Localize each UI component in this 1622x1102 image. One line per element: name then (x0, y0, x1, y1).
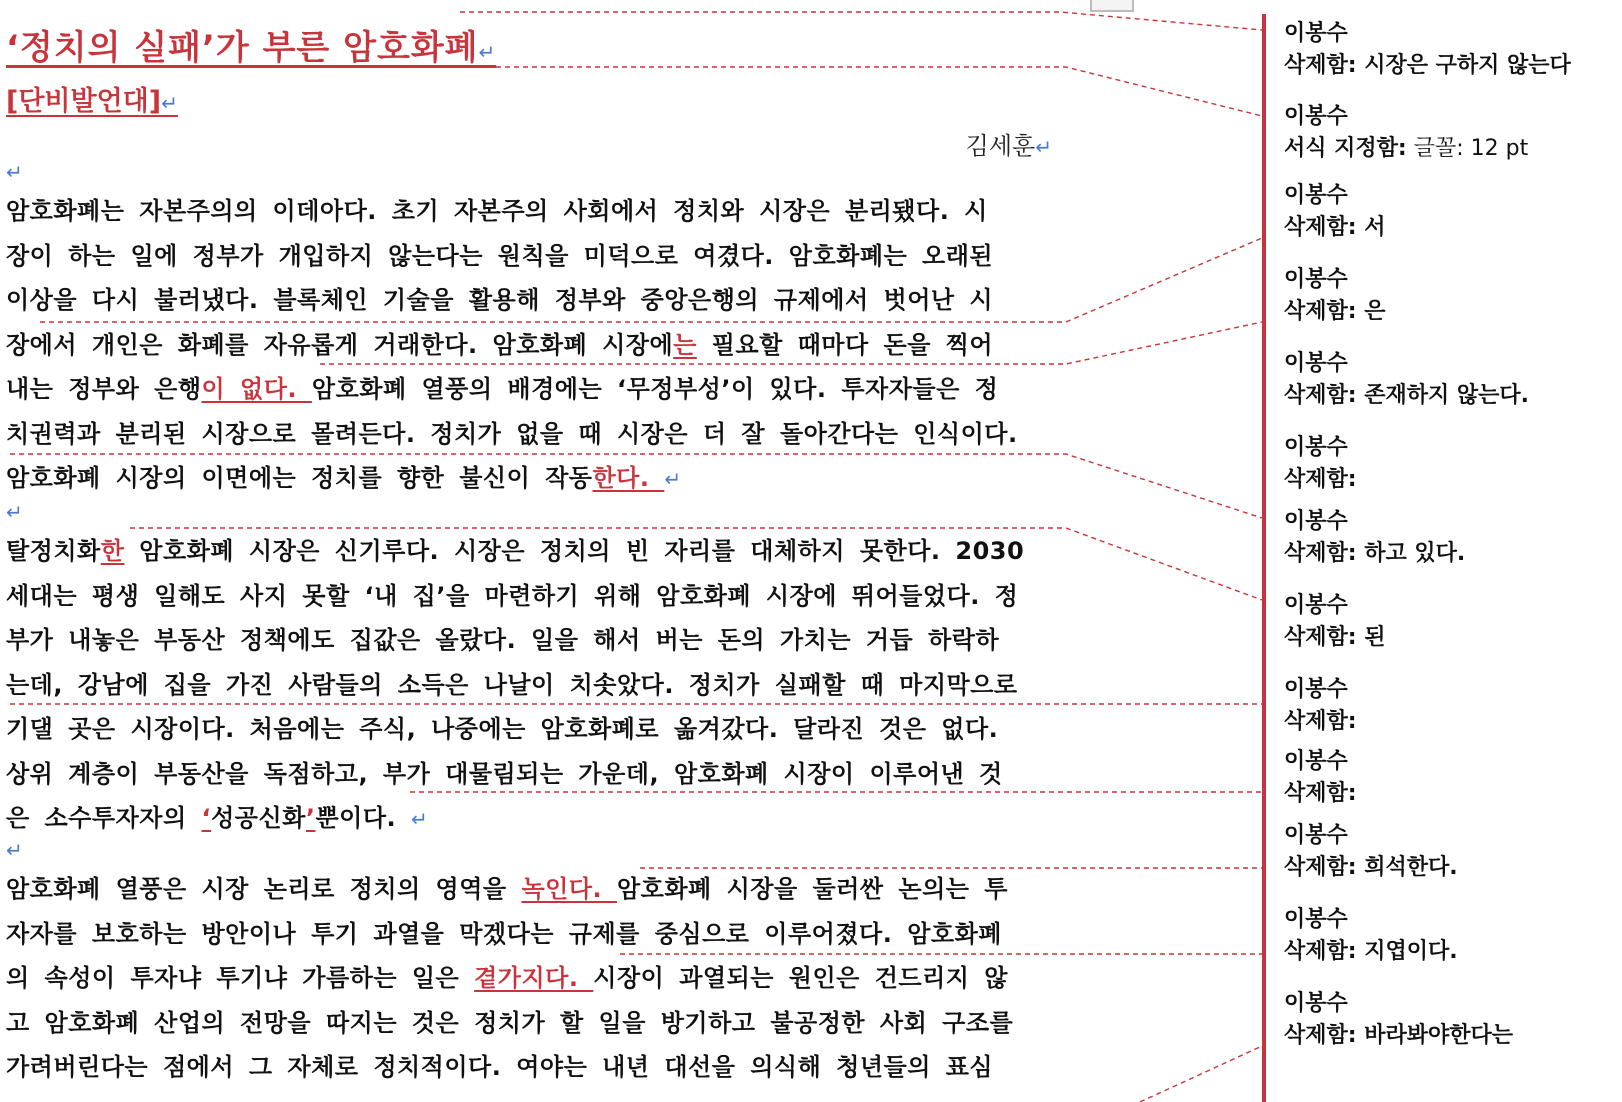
text-run[interactable]: 탈정치화 (6, 537, 101, 565)
paragraph-mark: ↵ (411, 807, 429, 831)
body-paragraph-1[interactable] (6, 189, 1096, 501)
text-line[interactable] (6, 956, 1096, 1001)
text-line[interactable] (6, 663, 1096, 708)
comment-margin-bar (1262, 14, 1266, 1102)
text-run[interactable]: 고 암호화폐 산업의 전망을 따지는 것은 정치가 할 일을 방기하고 불공정한 사회 구조를 (6, 1008, 1014, 1037)
text-run[interactable]: 의 속성이 투자냐 투기냐 가름하는 일은 (6, 964, 475, 992)
text-line[interactable] (6, 618, 1096, 663)
paragraph-mark: ↵ (1035, 135, 1052, 159)
revision-comment[interactable] (1284, 674, 1357, 738)
inserted-text[interactable]: 녹인다. (521, 875, 617, 903)
author-line[interactable] (966, 126, 1052, 161)
text-line[interactable] (6, 412, 1096, 457)
text-line[interactable] (6, 367, 1096, 412)
comment-action: 삭제함: (1284, 709, 1357, 734)
comment-action: 서식 지정함: (1284, 136, 1407, 161)
revision-comment[interactable] (1284, 264, 1385, 328)
revision-comment[interactable] (1284, 820, 1458, 884)
author-name[interactable]: 김세훈 (965, 132, 1036, 160)
comment-author: 이봉수 (1284, 677, 1348, 702)
body-paragraph-2[interactable] (6, 529, 1096, 841)
comment-action: 삭제함: (1284, 383, 1357, 408)
comment-detail: 서 (1356, 215, 1386, 240)
text-run[interactable]: 암호화폐 열풍은 시장 논리로 정치의 영역을 (6, 875, 522, 903)
empty-paragraph-mark: ↵ (6, 838, 23, 862)
comment-action: 삭제함: (1284, 541, 1357, 566)
text-line[interactable] (6, 234, 1096, 279)
title-text[interactable]: ‘정치의 실패’가 부른 암호화폐 (6, 28, 479, 68)
comment-author: 이봉수 (1284, 183, 1348, 208)
text-run[interactable]: 세대는 평생 일해도 사지 못할 ‘내 집’을 마련하기 위해 암호화폐 시장에 뛰어들었다. 정 (6, 581, 1019, 610)
inserted-text[interactable]: 는 (673, 330, 697, 359)
empty-paragraph-mark: ↵ (6, 500, 23, 524)
comment-action: 삭제함: (1284, 215, 1357, 240)
comment-author: 이봉수 (1284, 267, 1348, 292)
comment-author: 이봉수 (1284, 749, 1348, 774)
text-line[interactable] (6, 189, 1096, 234)
inserted-text[interactable]: 한 (100, 537, 125, 565)
comment-action: 삭제함: (1284, 939, 1357, 964)
comment-action: 삭제함: (1284, 467, 1357, 492)
column-label[interactable] (6, 79, 178, 118)
inserted-text[interactable]: 한다. (592, 464, 665, 492)
text-line[interactable] (6, 456, 1096, 501)
comment-author: 이봉수 (1284, 991, 1348, 1016)
text-line[interactable] (6, 1045, 1096, 1090)
paragraph-mark: ↵ (664, 467, 682, 491)
text-run[interactable]: 암호화폐 열풍의 배경에는 ‘무정부성’이 있다. 투자자들은 정 (311, 375, 999, 403)
comment-detail: 바라봐야한다는 (1356, 1023, 1513, 1048)
comment-author: 이봉수 (1284, 351, 1348, 376)
document-title[interactable] (6, 20, 496, 69)
revision-comment[interactable] (1284, 988, 1513, 1052)
text-line[interactable] (6, 278, 1096, 323)
text-line[interactable] (6, 574, 1096, 619)
text-run[interactable]: 상위 계층이 부동산을 독점하고, 부가 대물림되는 가운데, 암호화폐 시장이 이루어낸 것 (6, 759, 1003, 788)
comment-detail: 은 (1356, 299, 1386, 324)
comment-detail: 지엽이다. (1356, 939, 1458, 964)
text-run[interactable]: 내는 정부와 은행 (6, 375, 202, 403)
text-run[interactable]: 치권력과 분리된 시장으로 몰려든다. 정치가 없을 때 시장은 더 잘 돌아간다는 인식이다. (6, 419, 1018, 448)
text-run[interactable]: 암호화폐 시장은 신기루다. 시장은 정치의 빈 자리를 대체하지 못한다. 2030 (124, 537, 1025, 565)
text-line[interactable] (6, 323, 1096, 368)
revision-comment[interactable] (1284, 746, 1357, 810)
text-run[interactable]: 자자를 보호하는 방안이나 투기 과열을 막겠다는 규제를 중심으로 이루어졌다. 암호화폐 (6, 919, 1002, 948)
comment-detail: 글꼴: 12 pt (1406, 136, 1529, 161)
comment-action: 삭제함: (1284, 53, 1357, 78)
text-line[interactable] (6, 796, 1096, 841)
comment-detail: 희석한다. (1356, 855, 1458, 880)
text-run[interactable]: 암호화폐는 자본주의의 이데아다. 초기 자본주의 사회에서 정치와 시장은 분리됐다. 시 (6, 197, 988, 225)
revision-comment[interactable] (1284, 101, 1528, 165)
comment-author: 이봉수 (1284, 21, 1348, 46)
comment-detail: 된 (1356, 625, 1386, 650)
comment-detail: 하고 있다. (1356, 541, 1466, 566)
text-run[interactable]: 장이 하는 일에 정부가 개입하지 않는다는 원칙을 미덕으로 여겼다. 암호화폐는 오래된 (6, 241, 994, 270)
comment-action: 삭제함: (1284, 299, 1357, 324)
text-run[interactable]: 암호화폐 시장을 둘러싼 논의는 투 (616, 875, 1008, 903)
revision-comment[interactable] (1284, 432, 1357, 496)
comment-detail: 시장은 구하지 않는다 (1356, 53, 1571, 78)
revision-comment[interactable] (1284, 590, 1385, 654)
comment-action: 삭제함: (1284, 625, 1357, 650)
revision-comment[interactable] (1284, 904, 1458, 968)
comment-author: 이봉수 (1284, 593, 1348, 618)
comment-action: 삭제함: (1284, 781, 1357, 806)
text-run[interactable]: 이상을 다시 불러냈다. 블록체인 기술을 활용해 정부와 중앙은행의 규제에서 벗어난 시 (6, 286, 994, 314)
inserted-text[interactable]: ‘ (201, 804, 212, 832)
text-line[interactable] (6, 707, 1096, 752)
text-run[interactable]: 필요할 때마다 돈을 찍어 (696, 330, 994, 359)
text-line[interactable] (6, 912, 1096, 957)
comment-author: 이봉수 (1284, 509, 1348, 534)
text-run[interactable]: 장에서 개인은 화폐를 자유롭게 거래한다. 암호화폐 시장에 (6, 330, 674, 359)
revision-comment[interactable] (1284, 506, 1465, 570)
text-line[interactable] (6, 752, 1096, 797)
inserted-text[interactable]: ’ (305, 804, 316, 832)
empty-paragraph-mark: ↵ (6, 160, 23, 184)
text-line[interactable] (6, 867, 1096, 912)
column-label-text[interactable]: [단비발언대] (6, 86, 162, 117)
inserted-text[interactable]: 곁가지다. (474, 964, 594, 992)
comment-author: 이봉수 (1284, 907, 1348, 932)
text-run[interactable]: 기댈 곳은 시장이다. 처음에는 주식, 나중에는 암호화폐로 옮겨갔다. 달라진 것은 없다. (6, 715, 999, 743)
comment-author: 이봉수 (1284, 435, 1348, 460)
text-run[interactable]: 시장이 과열되는 원인은 건드리지 않 (593, 964, 1008, 992)
comment-author: 이봉수 (1284, 104, 1348, 129)
revision-comment[interactable] (1284, 18, 1571, 82)
paragraph-mark: ↵ (161, 91, 178, 115)
paragraph-mark: ↵ (478, 40, 497, 64)
text-line[interactable] (6, 1001, 1096, 1046)
text-run[interactable]: 는데, 강남에 집을 가진 사람들의 소득은 나날이 치솟았다. 정치가 실패할 때 마지막으로 (6, 670, 1018, 699)
comment-author: 이봉수 (1284, 823, 1348, 848)
comment-action: 삭제함: (1284, 1023, 1357, 1048)
text-run[interactable]: 가려버린다는 점에서 그 자체로 정치적이다. 여야는 내년 대선을 의식해 청년들의 표심 (6, 1053, 994, 1081)
revision-comment[interactable] (1284, 348, 1529, 412)
inserted-text[interactable]: 이 없다. (201, 375, 312, 403)
scroll-handle[interactable] (1090, 0, 1134, 12)
comment-detail: 존재하지 않는다. (1356, 383, 1530, 408)
revision-comment[interactable] (1284, 180, 1385, 244)
text-run[interactable]: 암호화폐 시장의 이면에는 정치를 향한 불신이 작동 (6, 464, 593, 492)
text-run[interactable]: 뿐이다. (315, 804, 412, 832)
text-run[interactable]: 부가 내놓은 부동산 정책에도 집값은 올랐다. 일을 해서 버는 돈의 가치는 거듭 하락하 (6, 626, 1000, 654)
text-run[interactable]: 은 소수투자자의 (6, 804, 202, 832)
comment-action: 삭제함: (1284, 855, 1357, 880)
body-paragraph-3[interactable] (6, 867, 1096, 1090)
text-run[interactable]: 성공신화 (211, 804, 306, 832)
text-line[interactable] (6, 529, 1096, 574)
